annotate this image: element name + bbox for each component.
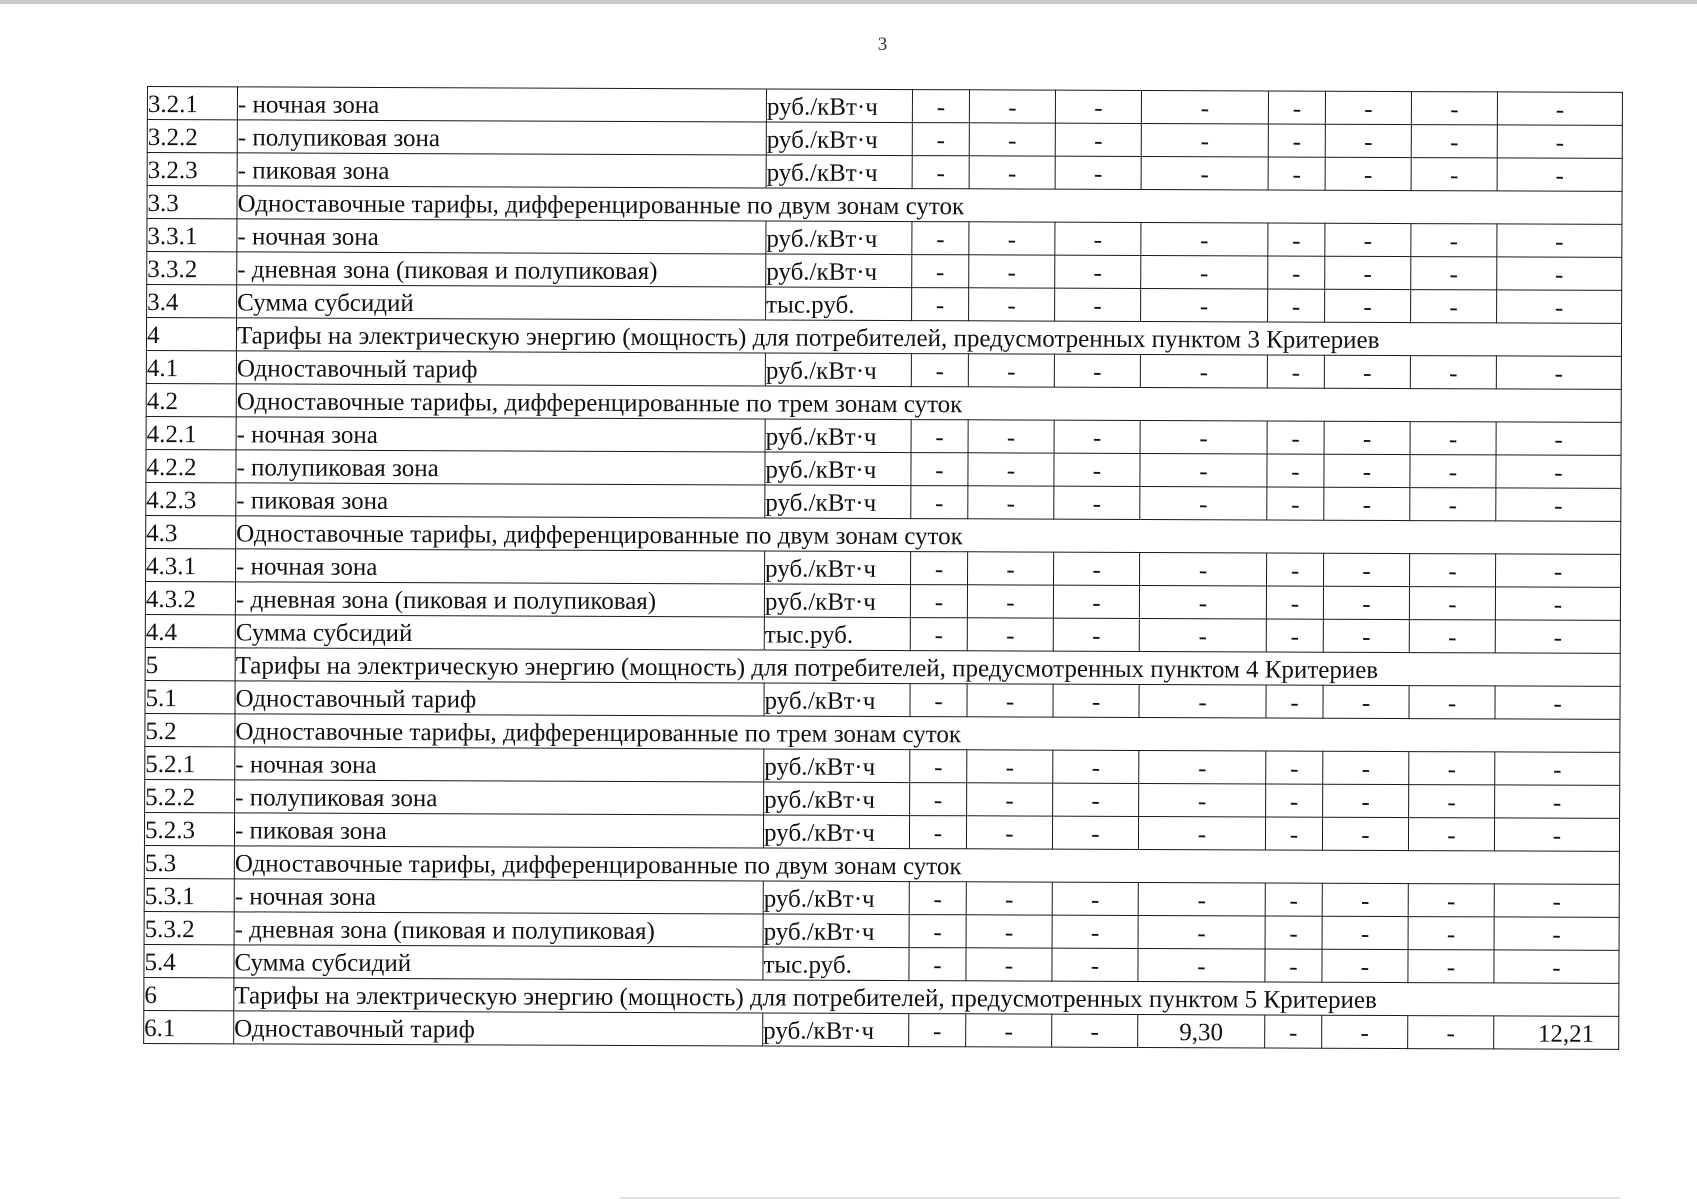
value-cell: - [1496, 356, 1621, 390]
value-cell: - [968, 354, 1054, 387]
value-cell: - [1265, 949, 1322, 982]
value-cell: - [909, 882, 966, 915]
row-unit: руб./кВт·ч [766, 122, 912, 156]
row-unit: тыс.руб. [763, 947, 909, 981]
value-cell: - [969, 288, 1055, 321]
row-code: 4.2.1 [146, 416, 236, 449]
value-cell: - [969, 156, 1055, 189]
value-cell: - [912, 255, 969, 288]
value-cell: - [1409, 686, 1495, 719]
value-cell: - [967, 750, 1053, 783]
scan-bottom-edge [620, 1197, 1620, 1199]
value-cell: - [1496, 455, 1621, 489]
value-cell: - [910, 783, 967, 816]
value-cell: - [1323, 751, 1409, 784]
row-unit: руб./кВт·ч [764, 683, 910, 717]
value-cell: - [911, 486, 968, 519]
value-cell: - [968, 486, 1054, 519]
value-cell: - [1139, 618, 1266, 652]
value-cell: - [968, 420, 1054, 453]
value-cell: - [1497, 224, 1622, 258]
row-unit: руб./кВт·ч [764, 782, 910, 816]
row-unit: руб./кВт·ч [763, 1013, 909, 1047]
value-cell: - [1410, 356, 1496, 389]
value-cell: - [966, 1014, 1052, 1047]
value-cell: - [1139, 750, 1266, 784]
row-unit: руб./кВт·ч [765, 353, 911, 387]
value-cell: - [1325, 157, 1411, 190]
value-cell: - [1139, 783, 1266, 817]
value-cell: - [1265, 916, 1322, 949]
row-name: Сумма субсидий [234, 945, 763, 980]
value-cell: - [1141, 288, 1268, 322]
value-cell: - [1496, 554, 1621, 588]
value-cell: - [1494, 884, 1619, 918]
value-cell: - [912, 156, 969, 189]
tariff-table-body [144, 87, 1623, 1050]
value-cell: - [911, 453, 968, 486]
row-name: - пиковая зона [234, 813, 763, 848]
value-cell: - [967, 618, 1053, 651]
row-name: - дневная зона (пиковая и полупиковая) [235, 582, 764, 617]
row-code: 5.4 [144, 944, 234, 977]
row-code: 5.2.3 [144, 812, 234, 845]
value-cell: - [1497, 290, 1622, 324]
value-cell: - [911, 420, 968, 453]
value-cell: - [1322, 883, 1408, 916]
value-cell: - [1055, 288, 1141, 321]
tariff-table [143, 86, 1623, 1050]
value-cell: - [1054, 552, 1140, 585]
value-cell: - [912, 123, 969, 156]
row-name: - дневная зона (пиковая и полупиковая) [237, 252, 766, 287]
value-cell: - [1266, 751, 1323, 784]
value-cell: - [910, 750, 967, 783]
row-code: 4.3.1 [146, 548, 236, 581]
value-cell: - [968, 453, 1054, 486]
value-cell: - [1054, 354, 1140, 387]
value-cell: - [1409, 752, 1495, 785]
value-cell: - [1325, 223, 1411, 256]
value-cell: - [969, 255, 1055, 288]
page-number: 3 [877, 34, 888, 55]
row-code: 4 [146, 318, 236, 351]
value-cell: - [1411, 125, 1497, 158]
row-name: Одноставочный тариф [236, 351, 765, 386]
section-title: Одноставочные тарифы, дифференцированные по двум зонам суток [234, 846, 1619, 885]
value-cell: - [1495, 620, 1620, 654]
value-cell: - [966, 816, 1052, 849]
value-cell: - [1268, 223, 1325, 256]
value-cell: - [1322, 949, 1408, 982]
row-unit: руб./кВт·ч [765, 485, 911, 519]
row-code: 3.3 [147, 186, 237, 219]
value-cell: - [1140, 420, 1267, 454]
value-cell: - [1138, 882, 1265, 916]
value-cell: - [1408, 917, 1494, 950]
row-code: 5 [145, 647, 235, 680]
value-cell: - [1139, 585, 1266, 619]
value-cell: - [1408, 1016, 1494, 1049]
value-cell: - [1054, 420, 1140, 453]
value-cell: - [966, 882, 1052, 915]
value-cell: - [910, 684, 967, 717]
value-cell: - [1494, 950, 1619, 984]
row-code: 5.3.2 [144, 911, 234, 944]
value-cell: - [1052, 816, 1138, 849]
section-title: Тарифы на электрическую энергию (мощность) для потребителей, предусмотренных пунктом 5 Критериев [234, 978, 1619, 1017]
row-code: 4.2.2 [146, 449, 236, 482]
value-cell: - [910, 585, 967, 618]
value-cell: - [1054, 486, 1140, 519]
value-cell: - [1324, 355, 1410, 388]
value-cell: - [969, 222, 1055, 255]
row-code: 3.2.3 [147, 153, 237, 186]
value-cell: - [1325, 91, 1411, 124]
value-cell: - [1141, 222, 1268, 256]
value-cell: - [1055, 156, 1141, 189]
value-cell: - [1325, 124, 1411, 157]
value-cell: - [1267, 355, 1324, 388]
row-name: - пиковая зона [236, 483, 765, 518]
row-name: - ночная зона [235, 747, 764, 782]
row-unit: руб./кВт·ч [764, 749, 910, 783]
value-cell: - [1141, 255, 1268, 289]
value-cell: - [1140, 552, 1267, 586]
row-unit: руб./кВт·ч [766, 155, 912, 189]
value-cell: - [1138, 915, 1265, 949]
row-unit: руб./кВт·ч [765, 452, 911, 486]
row-name: - полупиковая зона [235, 780, 764, 815]
value-cell: - [1497, 257, 1622, 291]
value-cell: - [1411, 224, 1497, 257]
row-name: - ночная зона [234, 879, 763, 914]
value-cell: - [1055, 222, 1141, 255]
row-code: 4.3.2 [145, 581, 235, 614]
value-cell: - [1055, 123, 1141, 156]
value-cell: - [1323, 619, 1409, 652]
value-cell: - [1052, 915, 1138, 948]
row-name: Сумма субсидий [235, 615, 764, 650]
value-cell: - [1052, 948, 1138, 981]
row-code: 3.4 [147, 285, 237, 318]
value-cell: - [1265, 883, 1322, 916]
row-name: - ночная зона [237, 87, 766, 122]
value-cell: - [1266, 586, 1323, 619]
value-cell: - [1408, 950, 1494, 983]
row-unit: руб./кВт·ч [765, 419, 911, 453]
value-cell: - [1052, 882, 1138, 915]
value-cell: - [1495, 686, 1620, 720]
row-code: 4.1 [146, 350, 236, 383]
row-code: 5.1 [145, 680, 235, 713]
value-cell: - [1055, 255, 1141, 288]
section-title: Тарифы на электрическую энергию (мощность) для потребителей, предусмотренных пунктом 3 Критериев [236, 318, 1621, 357]
value-cell: - [1410, 554, 1496, 587]
value-cell: - [1139, 684, 1266, 718]
value-cell: - [911, 354, 968, 387]
section-title: Одноставочные тарифы, дифференцированные по трем зонам суток [236, 384, 1621, 423]
row-unit: руб./кВт·ч [763, 881, 909, 915]
row-name: - ночная зона [236, 417, 765, 452]
value-cell: - [1138, 948, 1265, 982]
row-code: 5.3.1 [144, 878, 234, 911]
value-cell: - [1266, 784, 1323, 817]
value-cell: - [1324, 421, 1410, 454]
value-cell: - [909, 915, 966, 948]
value-cell: - [969, 123, 1055, 156]
value-cell: - [1495, 785, 1620, 819]
value-cell: - [912, 222, 969, 255]
value-cell: - [1140, 486, 1267, 520]
value-cell: - [1053, 618, 1139, 651]
table-row [144, 1010, 1619, 1049]
row-code: 4.3 [146, 515, 236, 548]
value-cell: - [911, 552, 968, 585]
row-unit: руб./кВт·ч [766, 89, 912, 123]
value-cell: - [1323, 784, 1409, 817]
row-name: - пиковая зона [237, 153, 766, 188]
value-cell: - [1409, 785, 1495, 818]
value-cell: - [1497, 125, 1622, 159]
value-cell: - [909, 948, 966, 981]
row-name: - полупиковая зона [237, 120, 766, 155]
value-cell: - [1496, 422, 1621, 456]
section-title: Одноставочные тарифы, дифференцированные по трем зонам суток [235, 714, 1620, 753]
value-cell: - [1055, 90, 1141, 123]
value-cell: - [1410, 488, 1496, 521]
value-cell: - [1054, 453, 1140, 486]
value-cell: - [912, 90, 969, 123]
value-cell: - [1323, 586, 1409, 619]
row-name: - ночная зона [236, 549, 765, 584]
row-code: 4.2 [146, 383, 236, 416]
value-cell: - [1268, 256, 1325, 289]
value-cell: - [1324, 454, 1410, 487]
value-cell: - [1408, 818, 1494, 851]
value-cell: - [909, 1014, 966, 1047]
value-cell: - [1266, 685, 1323, 718]
value-cell: - [1268, 124, 1325, 157]
row-unit: руб./кВт·ч [763, 815, 909, 849]
row-unit: тыс.руб. [766, 287, 912, 321]
value-cell: - [909, 816, 966, 849]
value-cell: 12,21 [1494, 1016, 1619, 1050]
row-code: 3.3.1 [147, 219, 237, 252]
row-name: - полупиковая зона [236, 450, 765, 485]
value-cell: - [1138, 816, 1265, 850]
value-cell: - [1325, 256, 1411, 289]
value-cell: - [1141, 123, 1268, 157]
row-unit: руб./кВт·ч [766, 221, 912, 255]
row-code: 6.1 [144, 1010, 234, 1043]
value-cell: - [1497, 158, 1622, 192]
value-cell: - [1267, 454, 1324, 487]
value-cell: - [1411, 158, 1497, 191]
value-cell: - [1053, 750, 1139, 783]
value-cell: - [1267, 421, 1324, 454]
value-cell: - [1140, 354, 1267, 388]
section-title: Одноставочные тарифы, дифференцированные по двум зонам суток [237, 186, 1622, 225]
row-name: Одноставочный тариф [234, 1011, 763, 1046]
value-cell: - [1141, 156, 1268, 190]
row-name: Сумма субсидий [237, 285, 766, 320]
value-cell: - [969, 90, 1055, 123]
value-cell: - [1322, 1015, 1408, 1048]
row-unit: руб./кВт·ч [763, 914, 909, 948]
value-cell: - [1141, 90, 1268, 124]
value-cell: - [1409, 620, 1495, 653]
row-name: - дневная зона (пиковая и полупиковая) [234, 912, 763, 947]
value-cell: - [1497, 92, 1622, 126]
value-cell: - [1322, 916, 1408, 949]
row-code: 3.2.1 [147, 87, 237, 120]
row-name: Одноставочный тариф [235, 681, 764, 716]
section-title: Тарифы на электрическую энергию (мощность) для потребителей, предусмотренных пунктом 4 Критериев [235, 648, 1620, 687]
value-cell: - [967, 684, 1053, 717]
value-cell: - [1268, 289, 1325, 322]
value-cell: - [1053, 585, 1139, 618]
value-cell: - [1409, 587, 1495, 620]
row-code: 5.3 [144, 845, 234, 878]
value-cell: - [1266, 619, 1323, 652]
row-unit: руб./кВт·ч [765, 551, 911, 585]
value-cell: - [1411, 92, 1497, 125]
value-cell: - [1495, 587, 1620, 621]
row-code: 3.3.2 [147, 252, 237, 285]
row-code: 4.2.3 [146, 482, 236, 515]
value-cell: - [967, 783, 1053, 816]
section-title: Одноставочные тарифы, дифференцированные по двум зонам суток [236, 516, 1621, 555]
value-cell: - [1410, 455, 1496, 488]
value-cell: - [1053, 783, 1139, 816]
value-cell: - [967, 585, 1053, 618]
value-cell: - [910, 618, 967, 651]
value-cell: - [1494, 917, 1619, 951]
row-code: 4.4 [145, 614, 235, 647]
row-code: 5.2 [145, 713, 235, 746]
value-cell: - [912, 288, 969, 321]
scan-top-edge [0, 0, 1697, 4]
value-cell: - [1052, 1014, 1138, 1047]
row-name: - ночная зона [237, 219, 766, 254]
value-cell: - [1322, 817, 1408, 850]
row-code: 3.2.2 [147, 120, 237, 153]
row-unit: тыс.руб. [764, 617, 910, 651]
value-cell: - [1267, 553, 1324, 586]
row-unit: руб./кВт·ч [764, 584, 910, 618]
value-cell: - [1410, 422, 1496, 455]
value-cell: - [1411, 290, 1497, 323]
row-code: 5.2.1 [145, 746, 235, 779]
value-cell: - [1494, 818, 1619, 852]
value-cell: - [1324, 487, 1410, 520]
value-cell: - [966, 948, 1052, 981]
value-cell: - [1325, 289, 1411, 322]
value-cell: - [1408, 884, 1494, 917]
value-cell: - [1053, 684, 1139, 717]
value-cell: - [1324, 553, 1410, 586]
value-cell: - [1265, 817, 1322, 850]
value-cell: - [1267, 487, 1324, 520]
value-cell: - [1496, 488, 1621, 522]
row-code: 5.2.2 [145, 779, 235, 812]
row-unit: руб./кВт·ч [766, 254, 912, 288]
value-cell: - [968, 552, 1054, 585]
value-cell: - [966, 915, 1052, 948]
value-cell: 9,30 [1138, 1014, 1265, 1048]
value-cell: - [1268, 157, 1325, 190]
value-cell: - [1140, 453, 1267, 487]
value-cell: - [1495, 752, 1620, 786]
value-cell: - [1268, 91, 1325, 124]
value-cell: - [1323, 685, 1409, 718]
value-cell: - [1265, 1015, 1322, 1048]
row-code: 6 [144, 977, 234, 1010]
value-cell: - [1411, 257, 1497, 290]
